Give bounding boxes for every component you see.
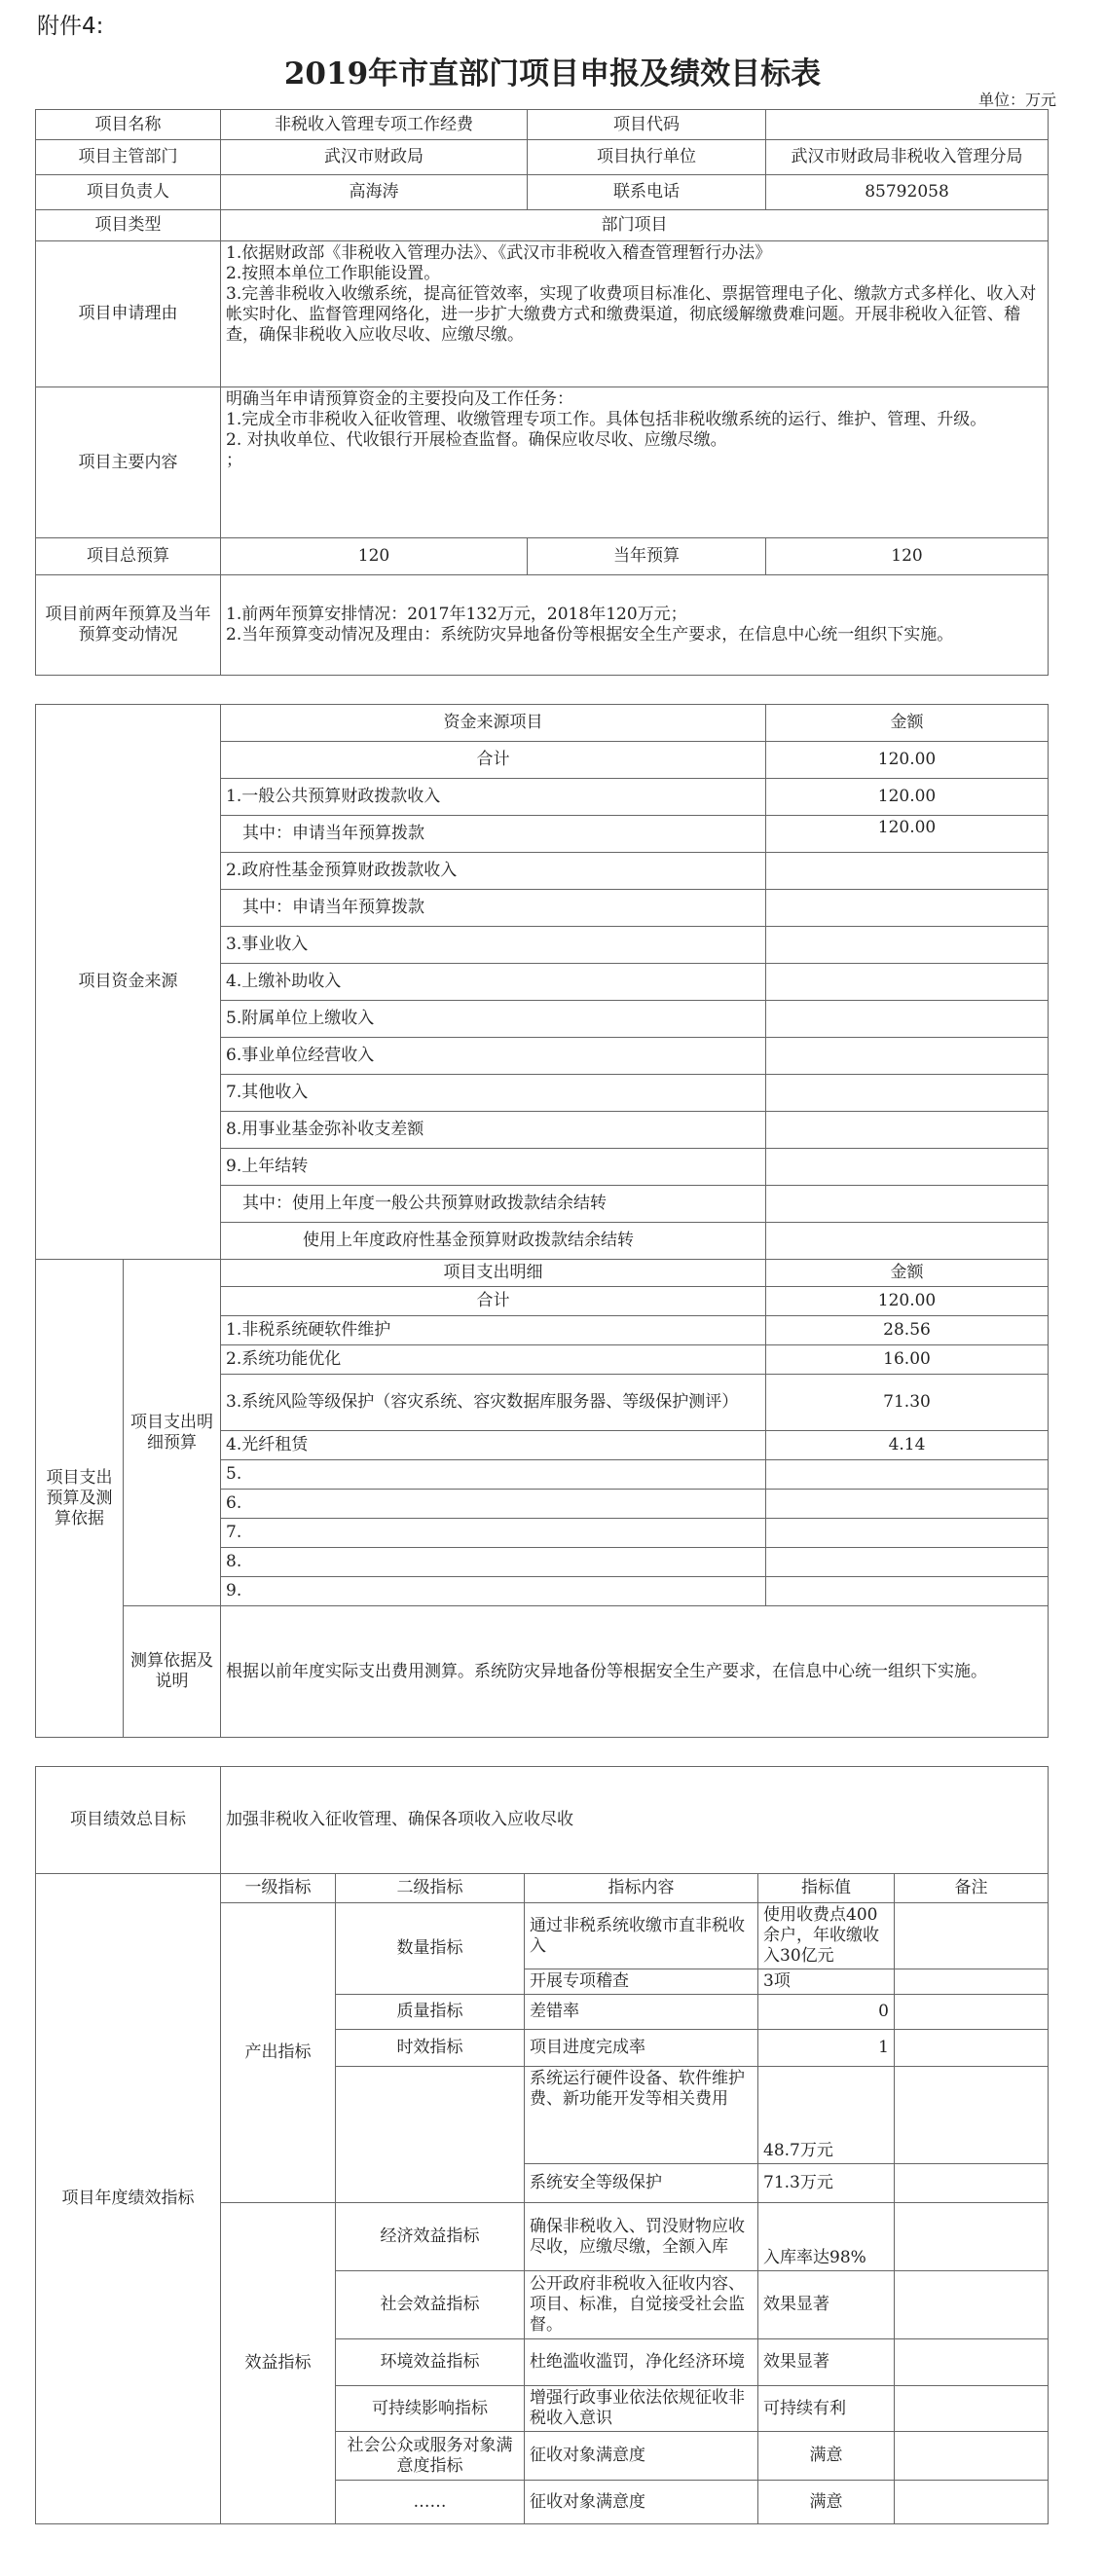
owner-label: 项目负责人 xyxy=(36,175,221,210)
funding-row-amount xyxy=(766,1001,1049,1038)
funding-row-amount xyxy=(766,1223,1049,1260)
indicator-note xyxy=(895,2271,1049,2339)
funding-row-amount: 120.00 xyxy=(766,742,1049,779)
expense-row-amount: 4.14 xyxy=(766,1431,1049,1460)
funding-row-name: 其中：申请当年预算拨款 xyxy=(221,890,766,927)
funding-row-name: 使用上年度政府性基金预算财政拨款结余结转 xyxy=(221,1223,766,1260)
time-label: 时效指标 xyxy=(336,2030,525,2067)
attachment-label: 附件4: xyxy=(37,14,104,39)
funding-row-name: 1.一般公共预算财政拨款收入 xyxy=(221,779,766,816)
expense-row-amount xyxy=(766,1548,1049,1577)
year-budget-label: 当年预算 xyxy=(528,538,766,575)
type-value: 部门项目 xyxy=(221,210,1049,241)
env-label: 环境效益指标 xyxy=(336,2339,525,2386)
reason-line: 1.依据财政部《非税收入管理办法》、《武汉市非税收入稽查管理暂行办法》 xyxy=(226,243,772,263)
funding-row-name: 7.其他收入 xyxy=(221,1075,766,1112)
phone-value: 85792058 xyxy=(766,175,1049,210)
funding-row-amount xyxy=(766,1038,1049,1075)
exec-unit-label: 项目执行单位 xyxy=(528,140,766,175)
indicator-note xyxy=(895,2164,1049,2203)
funding-row-name: 其中：使用上年度一般公共预算财政拨款结余结转 xyxy=(221,1186,766,1223)
indicator-note xyxy=(895,2481,1049,2524)
expense-row-amount: 16.00 xyxy=(766,1345,1049,1375)
benefit-label: 效益指标 xyxy=(221,2203,336,2524)
content-line: 2. 对执收单位、代收银行开展检查监督。确保应收尽收、应缴尽缴。 xyxy=(226,430,727,450)
funding-label: 项目资金来源 xyxy=(36,705,221,1260)
cost-label xyxy=(336,2067,525,2203)
expense-row-amount: 120.00 xyxy=(766,1287,1049,1316)
reason-value xyxy=(221,241,1049,387)
funding-row-amount xyxy=(766,1149,1049,1186)
indicator-value: 48.7万元 xyxy=(758,2067,895,2164)
expense-row-name: 4.光纤租赁 xyxy=(221,1431,766,1460)
reason-line: 2.按照本单位工作职能设置。 xyxy=(226,264,441,283)
funding-row-name: 3.事业收入 xyxy=(221,927,766,964)
annual-label: 项目年度绩效指标 xyxy=(36,1874,221,2524)
annual-header: 备注 xyxy=(895,1874,1049,1903)
indicator-note xyxy=(895,2432,1049,2481)
indicator-content: 杜绝滥收滥罚，净化经济环境 xyxy=(525,2339,758,2386)
indicator-note xyxy=(895,2067,1049,2164)
indicator-note xyxy=(895,2030,1049,2067)
phone-label: 联系电话 xyxy=(528,175,766,210)
expense-row-name: 1.非税系统硬软件维护 xyxy=(221,1316,766,1345)
content-label: 项目主要内容 xyxy=(36,387,221,538)
owner-value: 高海涛 xyxy=(221,175,528,210)
indicator-note xyxy=(895,2339,1049,2386)
goal-label: 项目绩效总目标 xyxy=(36,1767,221,1874)
change-label: 项目前两年预算及当年预算变动情况 xyxy=(36,575,221,676)
goal-table xyxy=(35,1766,1049,1874)
indicator-note xyxy=(895,1969,1049,1995)
indicator-note xyxy=(895,2386,1049,2432)
funding-table xyxy=(35,704,1049,1260)
indicator-note xyxy=(895,1995,1049,2030)
annual-table xyxy=(35,1873,1049,2524)
expense-row-amount xyxy=(766,1490,1049,1519)
funding-row-amount: 120.00 xyxy=(766,816,1049,853)
project-code-label: 项目代码 xyxy=(528,110,766,140)
reason-line: 3.完善非税收入收缴系统，提高征管效率，实现了收费项目标准化、票据管理电子化、缴款方式多样化、收入对帐实时化、监督管理网络化，进一步扩大缴费方式和缴费渠道，彻底缓解缴费难问题。开展非税收入征管、稽查，确保非税收入应收尽收、应缴尽缴。 xyxy=(226,284,1037,345)
ellipsis-label: …… xyxy=(336,2481,525,2524)
basis-value: 根据以前年度实际支出费用测算。系统防灾异地备份等根据安全生产要求，在信息中心统一组织下实施。 xyxy=(221,1606,1049,1738)
expense-row-name: 9. xyxy=(221,1577,766,1606)
indicator-value: 0 xyxy=(758,1995,895,2030)
dept-label: 项目主管部门 xyxy=(36,140,221,175)
indicator-value: 71.3万元 xyxy=(758,2164,895,2203)
expense-label: 项目支出预算及测算依据 xyxy=(36,1260,124,1738)
exec-unit-value: 武汉市财政局非税收入管理分局 xyxy=(766,140,1049,175)
dept-value: 武汉市财政局 xyxy=(221,140,528,175)
project-name-value: 非税收入管理专项工作经费 xyxy=(221,110,528,140)
satisfaction-label: 社会公众或服务对象满意度指标 xyxy=(336,2432,525,2481)
funding-row-name: 2.政府性基金预算财政拨款收入 xyxy=(221,853,766,890)
funding-row-name: 合计 xyxy=(221,742,766,779)
expense-row-amount xyxy=(766,1460,1049,1490)
funding-row-amount: 120.00 xyxy=(766,779,1049,816)
expense-row-name: 3.系统风险等级保护（容灾系统、容灾数据库服务器、等级保护测评） xyxy=(221,1375,766,1431)
indicator-value: 入库率达98% xyxy=(758,2203,895,2271)
funding-row-name: 8.用事业基金弥补收支差额 xyxy=(221,1112,766,1149)
funding-col-amount: 金额 xyxy=(766,705,1049,742)
unit-label: 单位：万元 xyxy=(977,91,1056,109)
project-name-label: 项目名称 xyxy=(36,110,221,140)
indicator-content: 增强行政事业依法依规征收非税收入意识 xyxy=(525,2386,758,2432)
expense-row-amount xyxy=(766,1519,1049,1548)
indicator-value: 3项 xyxy=(758,1969,895,1995)
year-budget-value: 120 xyxy=(766,538,1049,575)
funding-row-name: 4.上缴补助收入 xyxy=(221,964,766,1001)
funding-row-name: 6.事业单位经营收入 xyxy=(221,1038,766,1075)
indicator-value: 满意 xyxy=(758,2481,895,2524)
funding-row-amount xyxy=(766,890,1049,927)
expense-row-name: 2.系统功能优化 xyxy=(221,1345,766,1375)
content-line: 明确当年申请预算资金的主要投向及工作任务： xyxy=(226,389,573,409)
indicator-content: 系统安全等级保护 xyxy=(525,2164,758,2203)
output-label: 产出指标 xyxy=(221,1903,336,2203)
annual-header: 指标内容 xyxy=(525,1874,758,1903)
indicator-value: 1 xyxy=(758,2030,895,2067)
annual-header: 一级指标 xyxy=(221,1874,336,1903)
indicator-note xyxy=(895,1903,1049,1969)
quality-label: 质量指标 xyxy=(336,1995,525,2030)
type-label: 项目类型 xyxy=(36,210,221,241)
funding-row-name: 5.附属单位上缴收入 xyxy=(221,1001,766,1038)
indicator-content: 差错率 xyxy=(525,1995,758,2030)
indicator-content: 征收对象满意度 xyxy=(525,2432,758,2481)
indicator-content: 系统运行硬件设备、软件维护费、新功能开发等相关费用 xyxy=(525,2067,758,2164)
info-table xyxy=(35,109,1049,676)
expense-row-amount xyxy=(766,1577,1049,1606)
funding-row-amount xyxy=(766,1075,1049,1112)
funding-row-amount xyxy=(766,1112,1049,1149)
quantity-label: 数量指标 xyxy=(336,1903,525,1995)
social-label: 社会效益指标 xyxy=(336,2271,525,2339)
indicator-content: 项目进度完成率 xyxy=(525,2030,758,2067)
indicator-note xyxy=(895,2203,1049,2271)
change-value xyxy=(221,575,1049,676)
indicator-content: 征收对象满意度 xyxy=(525,2481,758,2524)
reason-label: 项目申请理由 xyxy=(36,241,221,387)
sustain-label: 可持续影响指标 xyxy=(336,2386,525,2432)
content-value xyxy=(221,387,1049,538)
annual-header: 二级指标 xyxy=(336,1874,525,1903)
funding-row-amount xyxy=(766,927,1049,964)
indicator-value: 效果显著 xyxy=(758,2271,895,2339)
content-line: 1.完成全市非税收入征收管理、收缴管理专项工作。具体包括非税收缴系统的运行、维护、管理、升级。 xyxy=(226,410,987,429)
content-line: ； xyxy=(226,451,242,470)
change-line: 2.当年预算变动情况及理由：系统防灾异地备份等根据安全生产要求，在信息中心统一组织下实施。 xyxy=(226,625,954,644)
annual-header: 指标值 xyxy=(758,1874,895,1903)
funding-row-name: 其中：申请当年预算拨款 xyxy=(221,816,766,853)
funding-row-amount xyxy=(766,964,1049,1001)
expense-sub-label: 项目支出明细预算 xyxy=(124,1260,221,1606)
change-line: 1.前两年预算安排情况：2017年132万元，2018年120万元； xyxy=(226,605,687,624)
goal-value: 加强非税收入征收管理、确保各项收入应收尽收 xyxy=(221,1767,1049,1874)
project-code-value xyxy=(766,110,1049,140)
expense-col-item: 项目支出明细 xyxy=(221,1260,766,1287)
expense-table xyxy=(35,1259,1049,1738)
econ-label: 经济效益指标 xyxy=(336,2203,525,2271)
expense-row-name: 5. xyxy=(221,1460,766,1490)
funding-col-item: 资金来源项目 xyxy=(221,705,766,742)
expense-row-name: 合计 xyxy=(221,1287,766,1316)
indicator-content: 开展专项稽查 xyxy=(525,1969,758,1995)
basis-label: 测算依据及说明 xyxy=(124,1606,221,1738)
expense-col-amount: 金额 xyxy=(766,1260,1049,1287)
indicator-value: 满意 xyxy=(758,2432,895,2481)
expense-row-name: 7. xyxy=(221,1519,766,1548)
expense-row-name: 8. xyxy=(221,1548,766,1577)
funding-row-amount xyxy=(766,1186,1049,1223)
page-title: 2019年市直部门项目申报及绩效目标表 xyxy=(283,56,822,92)
indicator-content: 确保非税收入、罚没财物应收尽收，应缴尽缴，全额入库 xyxy=(525,2203,758,2271)
indicator-value: 可持续有利 xyxy=(758,2386,895,2432)
total-budget-label: 项目总预算 xyxy=(36,538,221,575)
indicator-content: 通过非税系统收缴市直非税收入 xyxy=(525,1903,758,1969)
expense-row-amount: 28.56 xyxy=(766,1316,1049,1345)
funding-row-amount xyxy=(766,853,1049,890)
indicator-content: 公开政府非税收入征收内容、项目、标准，自觉接受社会监督。 xyxy=(525,2271,758,2339)
funding-row-name: 9.上年结转 xyxy=(221,1149,766,1186)
total-budget-value: 120 xyxy=(221,538,528,575)
expense-row-amount: 71.30 xyxy=(766,1375,1049,1431)
indicator-value: 使用收费点400余户，年收缴收入30亿元 xyxy=(758,1903,895,1969)
indicator-value: 效果显著 xyxy=(758,2339,895,2386)
expense-row-name: 6. xyxy=(221,1490,766,1519)
